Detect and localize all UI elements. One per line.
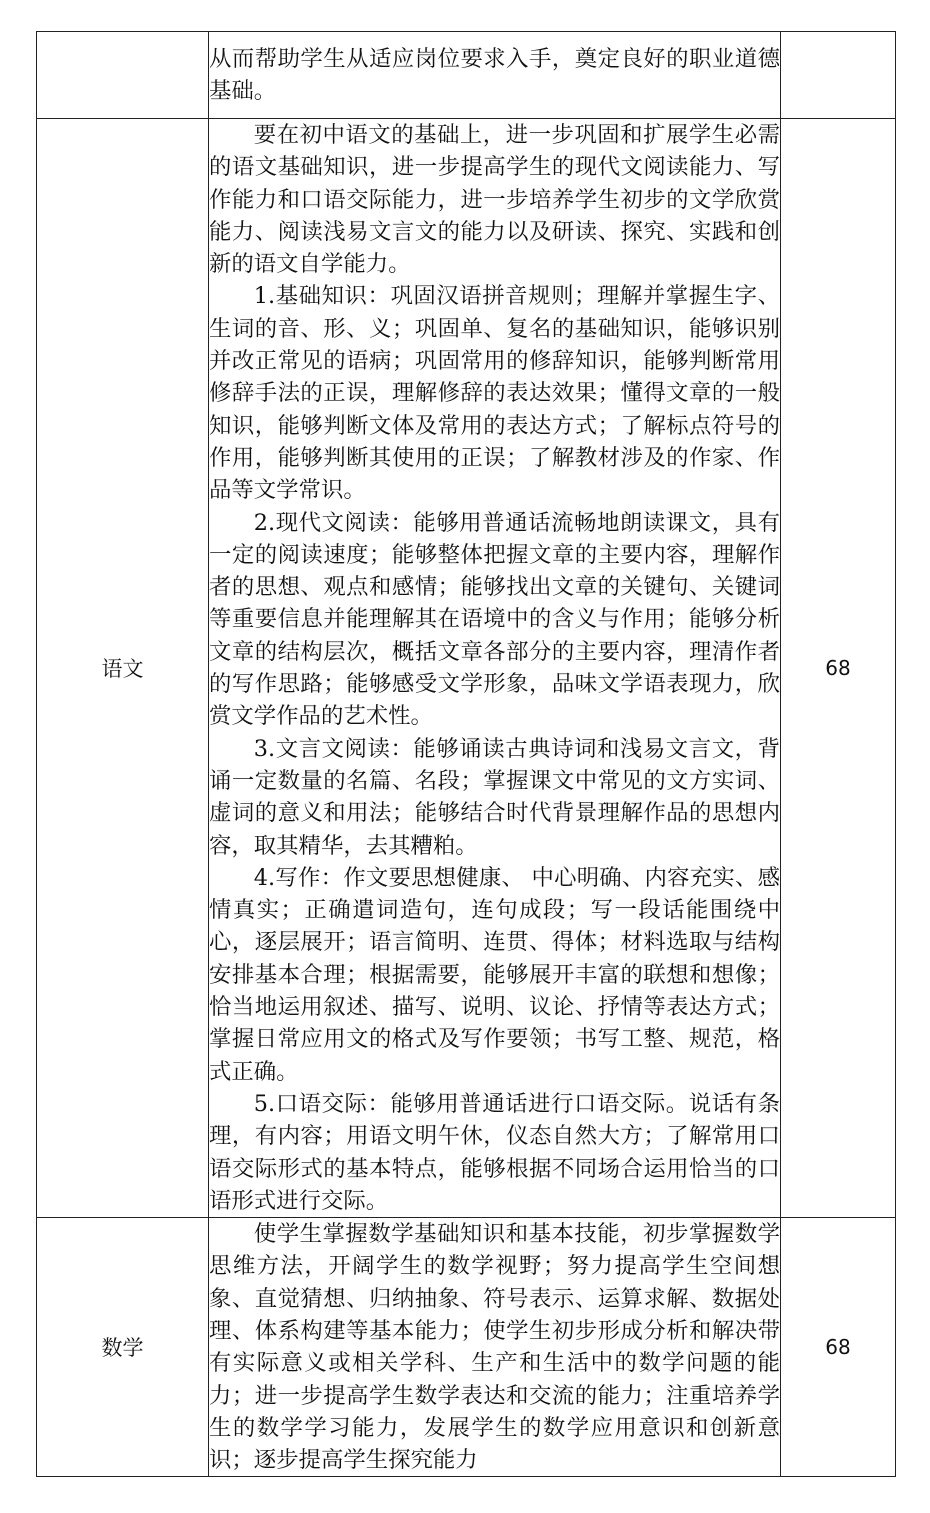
content-paragraph: 3.文言文阅读：能够诵读古典诗词和浅易文言文，背诵一定数量的名篇、名段；掌握课文中常见的文方实词、虚词的意义和用法；能够结合时代背景理解作品的思想内容，取其精华，去其糟粕。 (209, 735, 780, 859)
table-row (37, 119, 896, 1218)
content-cell (209, 1218, 781, 1477)
hours-cell (781, 32, 896, 119)
content-cell (209, 119, 781, 1218)
hours-cell: 68 (781, 1218, 896, 1477)
content-paragraph: 要在初中语文的基础上，进一步巩固和扩展学生必需的语文基础知识，进一步提高学生的现代文阅读能力、写作能力和口语交际能力，进一步培养学生初步的文学欣赏能力、阅读浅易文言文的能力以及研读、探究、实践和创新的语文自学能力。 (209, 122, 780, 278)
subject-cell (37, 32, 209, 119)
content-paragraph: 从而帮助学生从适应岗位要求入手，奠定良好的职业道德基础。 (209, 45, 780, 104)
content-cell (209, 32, 781, 119)
table-row (37, 32, 896, 119)
content-paragraph: 使学生掌握数学基础知识和基本技能，初步掌握数学思维方法，开阔学生的数学视野；努力提高学生空间想象、直觉猜想、归纳抽象、符号表示、运算求解、数据处理、体系构建等基本能力；使学生初步形成分析和解决带有实际意义或相关学科、生产和生活中的数学问题的能力；进一步提高学生数学表达和交流的能力；注重培养学生的数学学习能力，发展学生的数学应用意识和创新意识；逐步提高学生探究能力 (209, 1221, 780, 1474)
table-row (37, 1218, 896, 1477)
content-paragraph: 1.基础知识：巩固汉语拼音规则；理解并掌握生字、生词的音、形、义；巩固单、复名的基础知识，能够识别并改正常见的语病；巩固常用的修辞知识，能够判断常用修辞手法的正误，理解修辞的表达效果；懂得文章的一般知识，能够判断文体及常用的表达方式；了解标点符号的作用，能够判断其使用的正误；了解教材涉及的作家、作品等文学常识。 (209, 283, 780, 504)
syllabus-table (36, 31, 896, 1477)
subject-cell: 语文 (37, 119, 209, 1218)
content-paragraph: 2.现代文阅读：能够用普通话流畅地朗读课文，具有一定的阅读速度；能够整体把握文章的主要内容，理解作者的思想、观点和感情；能够找出文章的关键句、关键词等重要信息并能理解其在语境中的含义与作用；能够分析文章的结构层次，概括文章各部分的主要内容，理清作者的写作思路；能够感受文学形象，品味文学语表现力，欣赏文学作品的艺术性。 (209, 509, 780, 730)
content-paragraph: 5.口语交际：能够用普通话进行口语交际。说话有条理，有内容；用语文明午休，仪态自然大方；了解常用口语交际形式的基本特点，能够根据不同场合运用恰当的口语形式进行交际。 (209, 1090, 780, 1214)
subject-cell: 数学 (37, 1218, 209, 1477)
content-paragraph: 4.写作：作文要思想健康、 中心明确、内容充实、感情真实；正确遣词造句，连句成段；写一段话能围绕中心，逐层展开；语言简明、连贯、得体；材料选取与结构安排基本合理；根据需要，能够展开丰富的联想和想像；恰当地运用叙述、描写、说明、议论、抒情等表达方式；掌握日常应用文的格式及写作要领；书写工整、规范，格式正确。 (209, 864, 780, 1085)
hours-cell: 68 (781, 119, 896, 1218)
